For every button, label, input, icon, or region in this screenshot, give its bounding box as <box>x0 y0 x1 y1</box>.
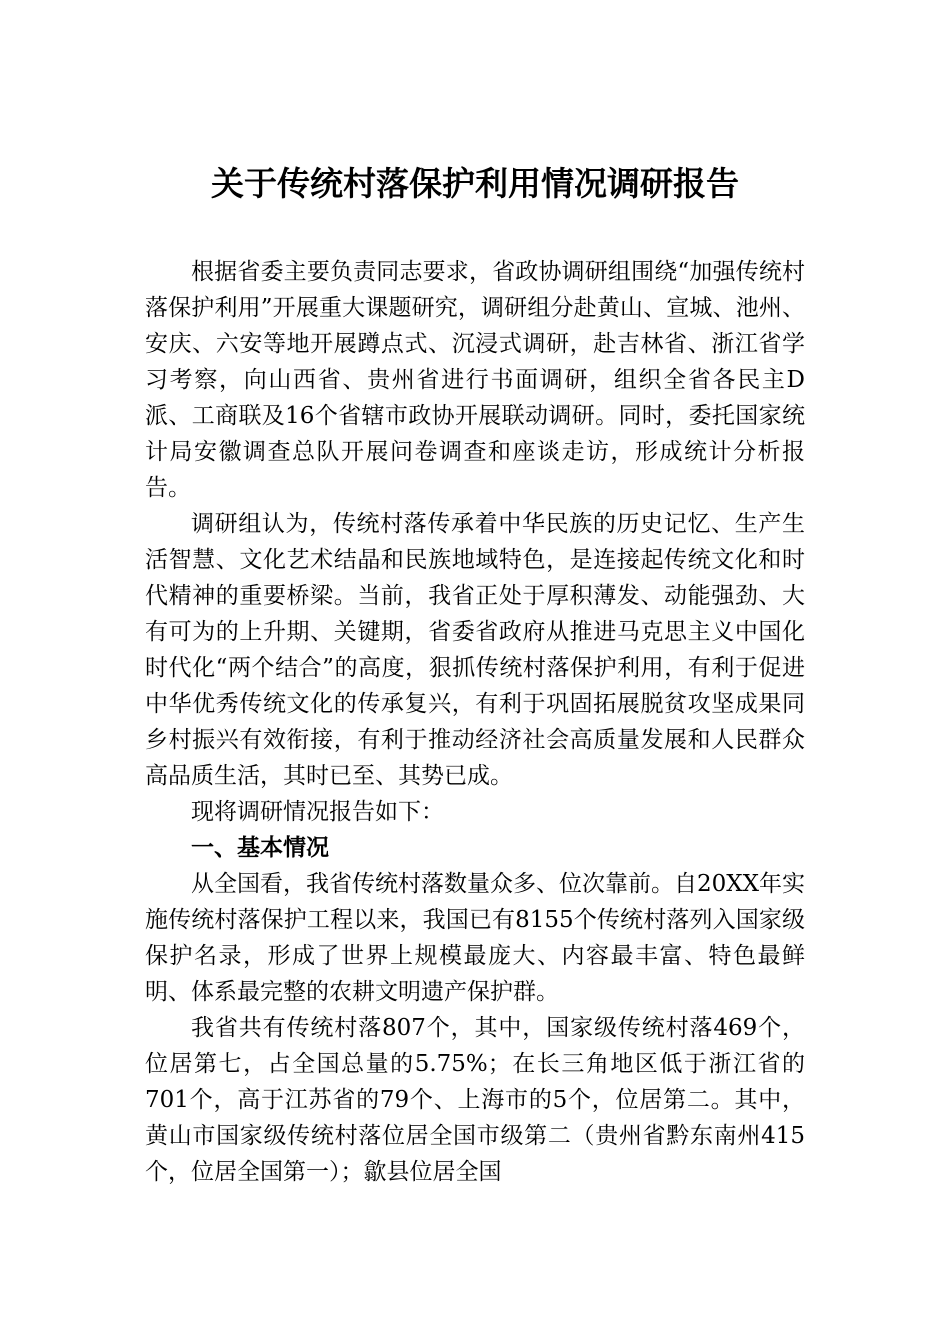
section-heading-basic-situation: 一、基本情况 <box>191 835 329 861</box>
paragraph-national-overview: 从全国看，我省传统村落数量众多、位次靠前。自20XX年实施传统村落保护工程以来，我国已有8155个传统村落列入国家级保护名录，形成了世界上规模最庞大、内容最丰富、特色最鲜明、体系最完整的农耕文明遗产保护群。 <box>145 871 806 1005</box>
document-title: 关于传统村落保护利用情况调研报告 <box>211 164 739 203</box>
document-body <box>145 254 805 1190</box>
paragraph-intro: 根据省委主要负责同志要求，省政协调研组围绕“加强传统村落保护利用”开展重大课题研究，调研组分赴黄山、宣城、池州、安庆、六安等地开展蹲点式、沉浸式调研，赴吉林省、浙江省学习考察，向山西省、贵州省进行书面调研，组织全省各民主D派、工商联及16个省辖市政协开展联动调研。同时，委托国家统计局安徽调查总队开展问卷调查和座谈走访，形成统计分析报告。 <box>145 259 805 501</box>
paragraph-assessment: 调研组认为，传统村落传承着中华民族的历史记忆、生产生活智慧、文化艺术结晶和民族地域特色，是连接起传统文化和时代精神的重要桥梁。当前，我省正处于厚积薄发、动能强劲、大有可为的上升期、关键期，省委省政府从推进马克思主义中国化时代化“两个结合”的高度，狠抓传统村落保护利用，有利于促进中华优秀传统文化的传承复兴，有利于巩固拓展脱贫攻坚成果同乡村振兴有效衔接，有利于推动经济社会高质量发展和人民群众高品质生活，其时已至、其势已成。 <box>145 511 805 789</box>
paragraph-province-stats: 我省共有传统村落807个，其中，国家级传统村落469个，位居第七，占全国总量的5.75%；在长三角地区低于浙江省的701个，高于江苏省的79个、上海市的5个，位居第二。其中，黄山市国家级传统村落位居全国市级第二（贵州省黔东南州415个，位居全国第一）；歙县位居全国 <box>145 1015 805 1185</box>
paragraph-report-lead: 现将调研情况报告如下： <box>191 799 444 825</box>
